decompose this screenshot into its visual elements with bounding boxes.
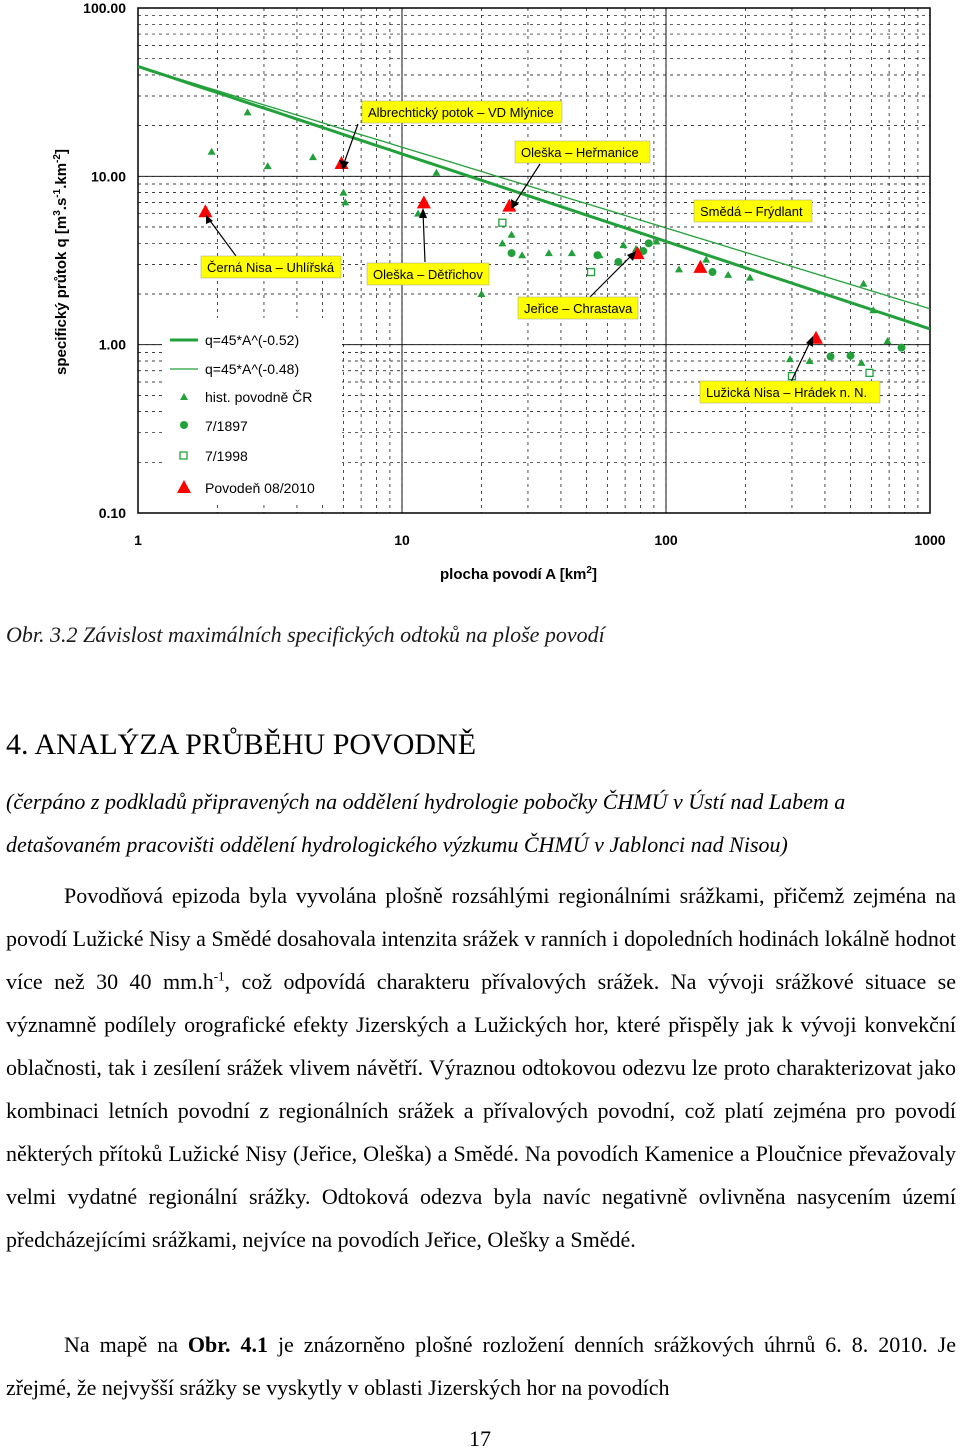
chart-legend (162, 318, 342, 504)
annotation-albrechticky: Albrechtický potok – VD Mlýnice (368, 105, 554, 120)
data-point-1998 (866, 369, 873, 376)
annotation-jerice-chrastava: Jeřice – Chrastava (524, 301, 633, 316)
figure-reference: Obr. 4.1 (187, 1332, 268, 1357)
data-point-1998 (588, 269, 595, 276)
figure-caption: Obr. 3.2 Závislost maximálních specifických odtoků na ploše povodí (6, 622, 605, 647)
legend-line-052: q=45*A^(-0.52) (205, 332, 300, 348)
annotation-cerna-nisa: Černá Nisa – Uhlířská (207, 260, 335, 275)
data-point-1897 (708, 268, 716, 276)
data-point-1897 (827, 353, 835, 361)
source-note: (čerpáno z podkladů připravených na oddělení hydrologie pobočky ČHMÚ v Ústí nad Labem a detašovaném pracovišti oddělení hydrologického výzkumu ČHMÚ v Jablonci nad Nisou) (6, 789, 846, 857)
annotation-luzicka-nisa: Lužická Nisa – Hrádek n. N. (706, 385, 868, 400)
annotation-smeda-frydlant: Smědá – Frýdlant (700, 204, 803, 219)
y-tick-label: 0.10 (98, 505, 126, 521)
x-axis-label: plocha povodí A $[km^2]$ (440, 565, 597, 583)
section-heading: 4. ANALÝZA PRŮBĚHU POVODNĚ (6, 728, 477, 761)
x-tick-label: 1 (134, 532, 142, 548)
legend-1998: 7/1998 (205, 448, 248, 464)
legend-hist: hist. povodně ČR (205, 389, 313, 405)
annotation-oleska-hermanice: Oleška – Heřmanice (521, 145, 639, 160)
x-tick-label: 1000 (914, 532, 946, 548)
chart-specific-discharge-vs-area (0, 0, 960, 590)
y-axis-label: specifický průtok q $[m^3.s^{-1}.km^{-2}]$ (52, 149, 70, 375)
data-point-1897 (847, 352, 855, 360)
paragraph-2 (6, 1323, 956, 1409)
paragraph-1 (6, 874, 956, 1261)
data-point-1897 (898, 344, 906, 352)
paragraph-1-text-b: , což odpovídá charakteru přívalových srážek. Na vývoji srážkové situace se významně podílely orografické efekty Jizerských a Lužických hor, které přispěly jak k vývoji konvekční oblačnosti, tak i zesílení srážek vlivem návětří. Výraznou odtokovou odezvu lze proto charakterizovat jako kombinaci letních povodní z regionálních srážek a přívalových povodní, což platí zejména pro povodí některých přítoků Lužické Nisy (Jeřice, Oleška) a Smědé. Na povodích Kamenice a Ploučnice převažovaly velmi vydatné regionální srážky. Odtoková odezva byla navíc negativně ovlivněna nasycením území předcházejícími srážkami, nejvíce na povodích Jeřice, Olešky a Smědé. (6, 969, 956, 1252)
data-point-1897 (593, 251, 601, 259)
legend-2010: Povodeň 08/2010 (205, 480, 315, 496)
y-tick-label: 100.00 (83, 0, 126, 16)
y-tick-label: 10.00 (90, 168, 126, 185)
paragraph-1-text-a: Povodňová epizoda byla vyvolána plošně rozsáhlými regionálními srážkami, přičemž zejména na povodí Lužické Nisy a Smědé dosahovala intenzita srážek v ranních i dopoledních hodinách lokálně hodnot více než 30 40 mm.h (6, 883, 956, 994)
legend-1897: 7/1897 (205, 418, 248, 434)
y-tick-label: 1.00 (98, 336, 126, 353)
x-tick-label: 10 (394, 532, 410, 548)
data-point-1998 (499, 219, 506, 226)
x-tick-label: 100 (654, 532, 678, 548)
paragraph-2-text-b: je znázorněno plošné rozložení denních srážkových úhrnů 6. 8. 2010. Je zřejmé, že nejvyšší srážky se vyskytly v oblasti Jizerských hor na povodích (6, 1332, 957, 1400)
data-point-1897 (614, 258, 622, 266)
data-point-1897 (508, 249, 516, 257)
legend-line-048: q=45*A^(-0.48) (205, 361, 300, 377)
annotation-oleska-detrichov: Oleška – Dětřichov (373, 267, 483, 282)
paragraph-2-text-a: Na mapě na (64, 1332, 188, 1357)
data-point-1897 (645, 239, 653, 247)
paragraph-1-superscript: -1 (213, 968, 225, 984)
page-number: 17 (469, 1426, 491, 1451)
